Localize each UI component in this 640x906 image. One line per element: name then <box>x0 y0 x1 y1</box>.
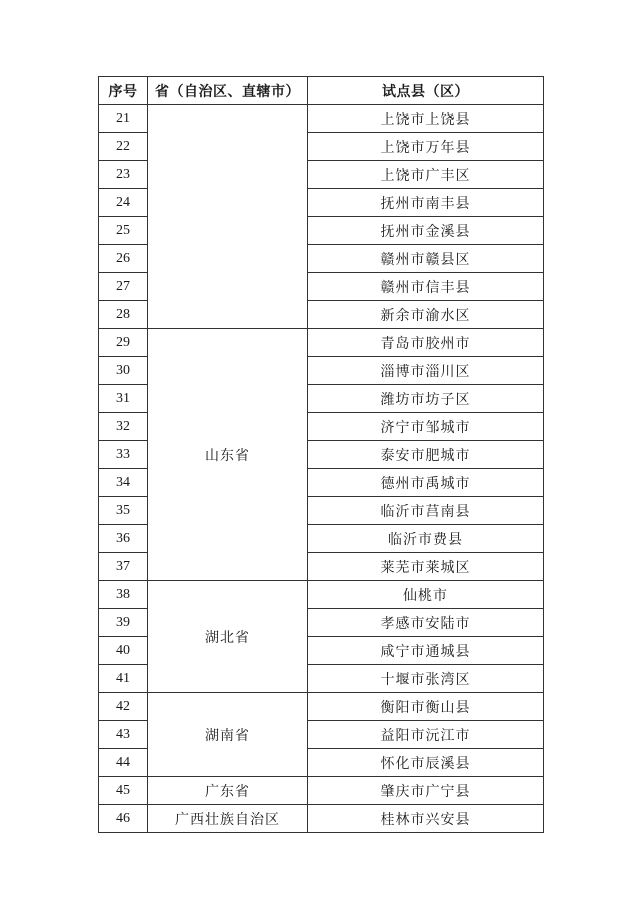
table-row <box>99 805 544 833</box>
row-serial-number: 34 <box>99 469 148 497</box>
row-pilot-county: 泰安市肥城市 <box>308 441 544 469</box>
table-header-row <box>99 77 544 105</box>
row-serial-number: 32 <box>99 413 148 441</box>
row-serial-number: 35 <box>99 497 148 525</box>
row-serial-number: 38 <box>99 581 148 609</box>
table-row <box>99 693 544 721</box>
row-pilot-county: 德州市禹城市 <box>308 469 544 497</box>
row-serial-number: 27 <box>99 273 148 301</box>
header-pilot-county: 试点县（区） <box>308 77 544 105</box>
row-serial-number: 30 <box>99 357 148 385</box>
row-pilot-county: 抚州市金溪县 <box>308 217 544 245</box>
header-serial-number: 序号 <box>99 77 148 105</box>
row-province: 广东省 <box>148 777 308 805</box>
row-serial-number: 41 <box>99 665 148 693</box>
row-pilot-county: 临沂市费县 <box>308 525 544 553</box>
row-serial-number: 33 <box>99 441 148 469</box>
pilot-county-table <box>98 76 544 833</box>
row-serial-number: 29 <box>99 329 148 357</box>
row-serial-number: 23 <box>99 161 148 189</box>
row-province <box>148 105 308 329</box>
header-province: 省（自治区、直辖市） <box>148 77 308 105</box>
row-serial-number: 24 <box>99 189 148 217</box>
row-pilot-county: 新余市渝水区 <box>308 301 544 329</box>
row-serial-number: 36 <box>99 525 148 553</box>
row-serial-number: 44 <box>99 749 148 777</box>
row-pilot-county: 临沂市莒南县 <box>308 497 544 525</box>
row-serial-number: 21 <box>99 105 148 133</box>
row-province: 山东省 <box>148 329 308 581</box>
table-row <box>99 329 544 357</box>
table-row <box>99 777 544 805</box>
row-pilot-county: 上饶市上饶县 <box>308 105 544 133</box>
row-serial-number: 42 <box>99 693 148 721</box>
row-pilot-county: 赣州市赣县区 <box>308 245 544 273</box>
row-serial-number: 40 <box>99 637 148 665</box>
table-row <box>99 581 544 609</box>
row-serial-number: 25 <box>99 217 148 245</box>
row-pilot-county: 赣州市信丰县 <box>308 273 544 301</box>
row-pilot-county: 淄博市淄川区 <box>308 357 544 385</box>
row-province: 湖南省 <box>148 693 308 777</box>
row-pilot-county: 益阳市沅江市 <box>308 721 544 749</box>
row-pilot-county: 怀化市辰溪县 <box>308 749 544 777</box>
row-pilot-county: 肇庆市广宁县 <box>308 777 544 805</box>
table-body <box>99 105 544 833</box>
row-serial-number: 45 <box>99 777 148 805</box>
row-province: 广西壮族自治区 <box>148 805 308 833</box>
row-pilot-county: 潍坊市坊子区 <box>308 385 544 413</box>
row-serial-number: 28 <box>99 301 148 329</box>
row-pilot-county: 衡阳市衡山县 <box>308 693 544 721</box>
row-pilot-county: 上饶市万年县 <box>308 133 544 161</box>
row-serial-number: 46 <box>99 805 148 833</box>
row-serial-number: 43 <box>99 721 148 749</box>
row-serial-number: 37 <box>99 553 148 581</box>
row-serial-number: 39 <box>99 609 148 637</box>
row-pilot-county: 仙桃市 <box>308 581 544 609</box>
row-pilot-county: 上饶市广丰区 <box>308 161 544 189</box>
row-serial-number: 31 <box>99 385 148 413</box>
row-pilot-county: 抚州市南丰县 <box>308 189 544 217</box>
row-pilot-county: 十堰市张湾区 <box>308 665 544 693</box>
row-pilot-county: 桂林市兴安县 <box>308 805 544 833</box>
row-serial-number: 26 <box>99 245 148 273</box>
row-pilot-county: 莱芜市莱城区 <box>308 553 544 581</box>
row-serial-number: 22 <box>99 133 148 161</box>
row-pilot-county: 孝感市安陆市 <box>308 609 544 637</box>
row-pilot-county: 青岛市胶州市 <box>308 329 544 357</box>
table-row <box>99 105 544 133</box>
row-pilot-county: 济宁市邹城市 <box>308 413 544 441</box>
row-pilot-county: 咸宁市通城县 <box>308 637 544 665</box>
row-province: 湖北省 <box>148 581 308 693</box>
